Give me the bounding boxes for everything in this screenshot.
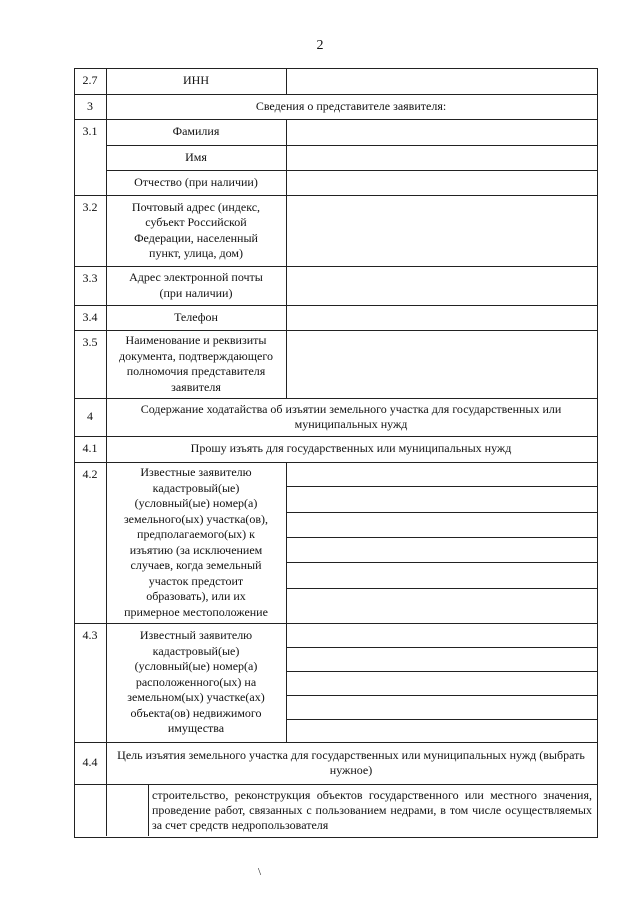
row-number-4-3: 4.3 — [82, 628, 98, 642]
label-inn: ИНН — [183, 73, 209, 88]
row-number-3-5: 3.5 — [82, 335, 98, 349]
row-number-4-1: 4.1 — [82, 441, 98, 456]
label-surname: Фамилия — [172, 124, 220, 139]
row-number-3-2: 3.2 — [82, 200, 98, 214]
label-land-cadastral-numbers: Известные заявителю кадастровый(ые) (условный(ые) номер(а) земельного(ых) участка(ов), предполагаемого(ых) к изъятию (за исключением случаев, когда земельный участок предстоит образовать), или их примерное местоположение — [123, 465, 269, 619]
row-number-2-7: 2.7 — [82, 73, 98, 88]
label-phone: Телефон — [174, 309, 218, 324]
label-email: Адрес электронной почты (при наличии) — [129, 270, 263, 300]
row-number-3-1: 3.1 — [82, 124, 98, 138]
label-property-cadastral-numbers: Известный заявителю кадастровый(ые) (условный(ые) номер(а) расположенного(ых) на земельном(ых) участке(ах) объекта(ов) недвижимого имущества — [127, 628, 265, 736]
purpose-option-construction: строительство, реконструкция объектов государственного или местного значения, проведение работ, связанных с пользованием недрами, в том числе осуществляемых за счет средств недропользователя — [152, 788, 592, 832]
label-request: Прошу изъять для государственных или муниципальных нужд — [190, 441, 512, 456]
label-postal-address: Почтовый адрес (индекс, субъект Российской Федерации, населенный пункт, улица, дом) — [131, 199, 261, 260]
label-name: Имя — [185, 149, 207, 164]
section-representative-heading: Сведения о представителе заявителя: — [255, 98, 447, 113]
row-number-3-4: 3.4 — [82, 309, 98, 324]
section-petition-heading: Содержание ходатайства об изъятии земельного участка для государственных или муниципальных нужд — [140, 401, 562, 431]
section-purpose-heading: Цель изъятия земельного участка для государственных или муниципальных нужд (выбрать нужное) — [117, 747, 585, 777]
label-authority-document: Наименование и реквизиты документа, подтверждающего полномочия представителя заявителя — [119, 333, 273, 394]
row-number-3: 3 — [87, 98, 93, 113]
bottom-mark: \ — [258, 866, 262, 878]
label-patronymic: Отчество (при наличии) — [134, 174, 258, 189]
row-number-4-2: 4.2 — [82, 467, 98, 481]
page-number: 2 — [316, 38, 324, 53]
row-number-3-3: 3.3 — [82, 271, 98, 285]
row-number-4: 4 — [87, 409, 93, 424]
row-number-4-4: 4.4 — [82, 755, 98, 770]
